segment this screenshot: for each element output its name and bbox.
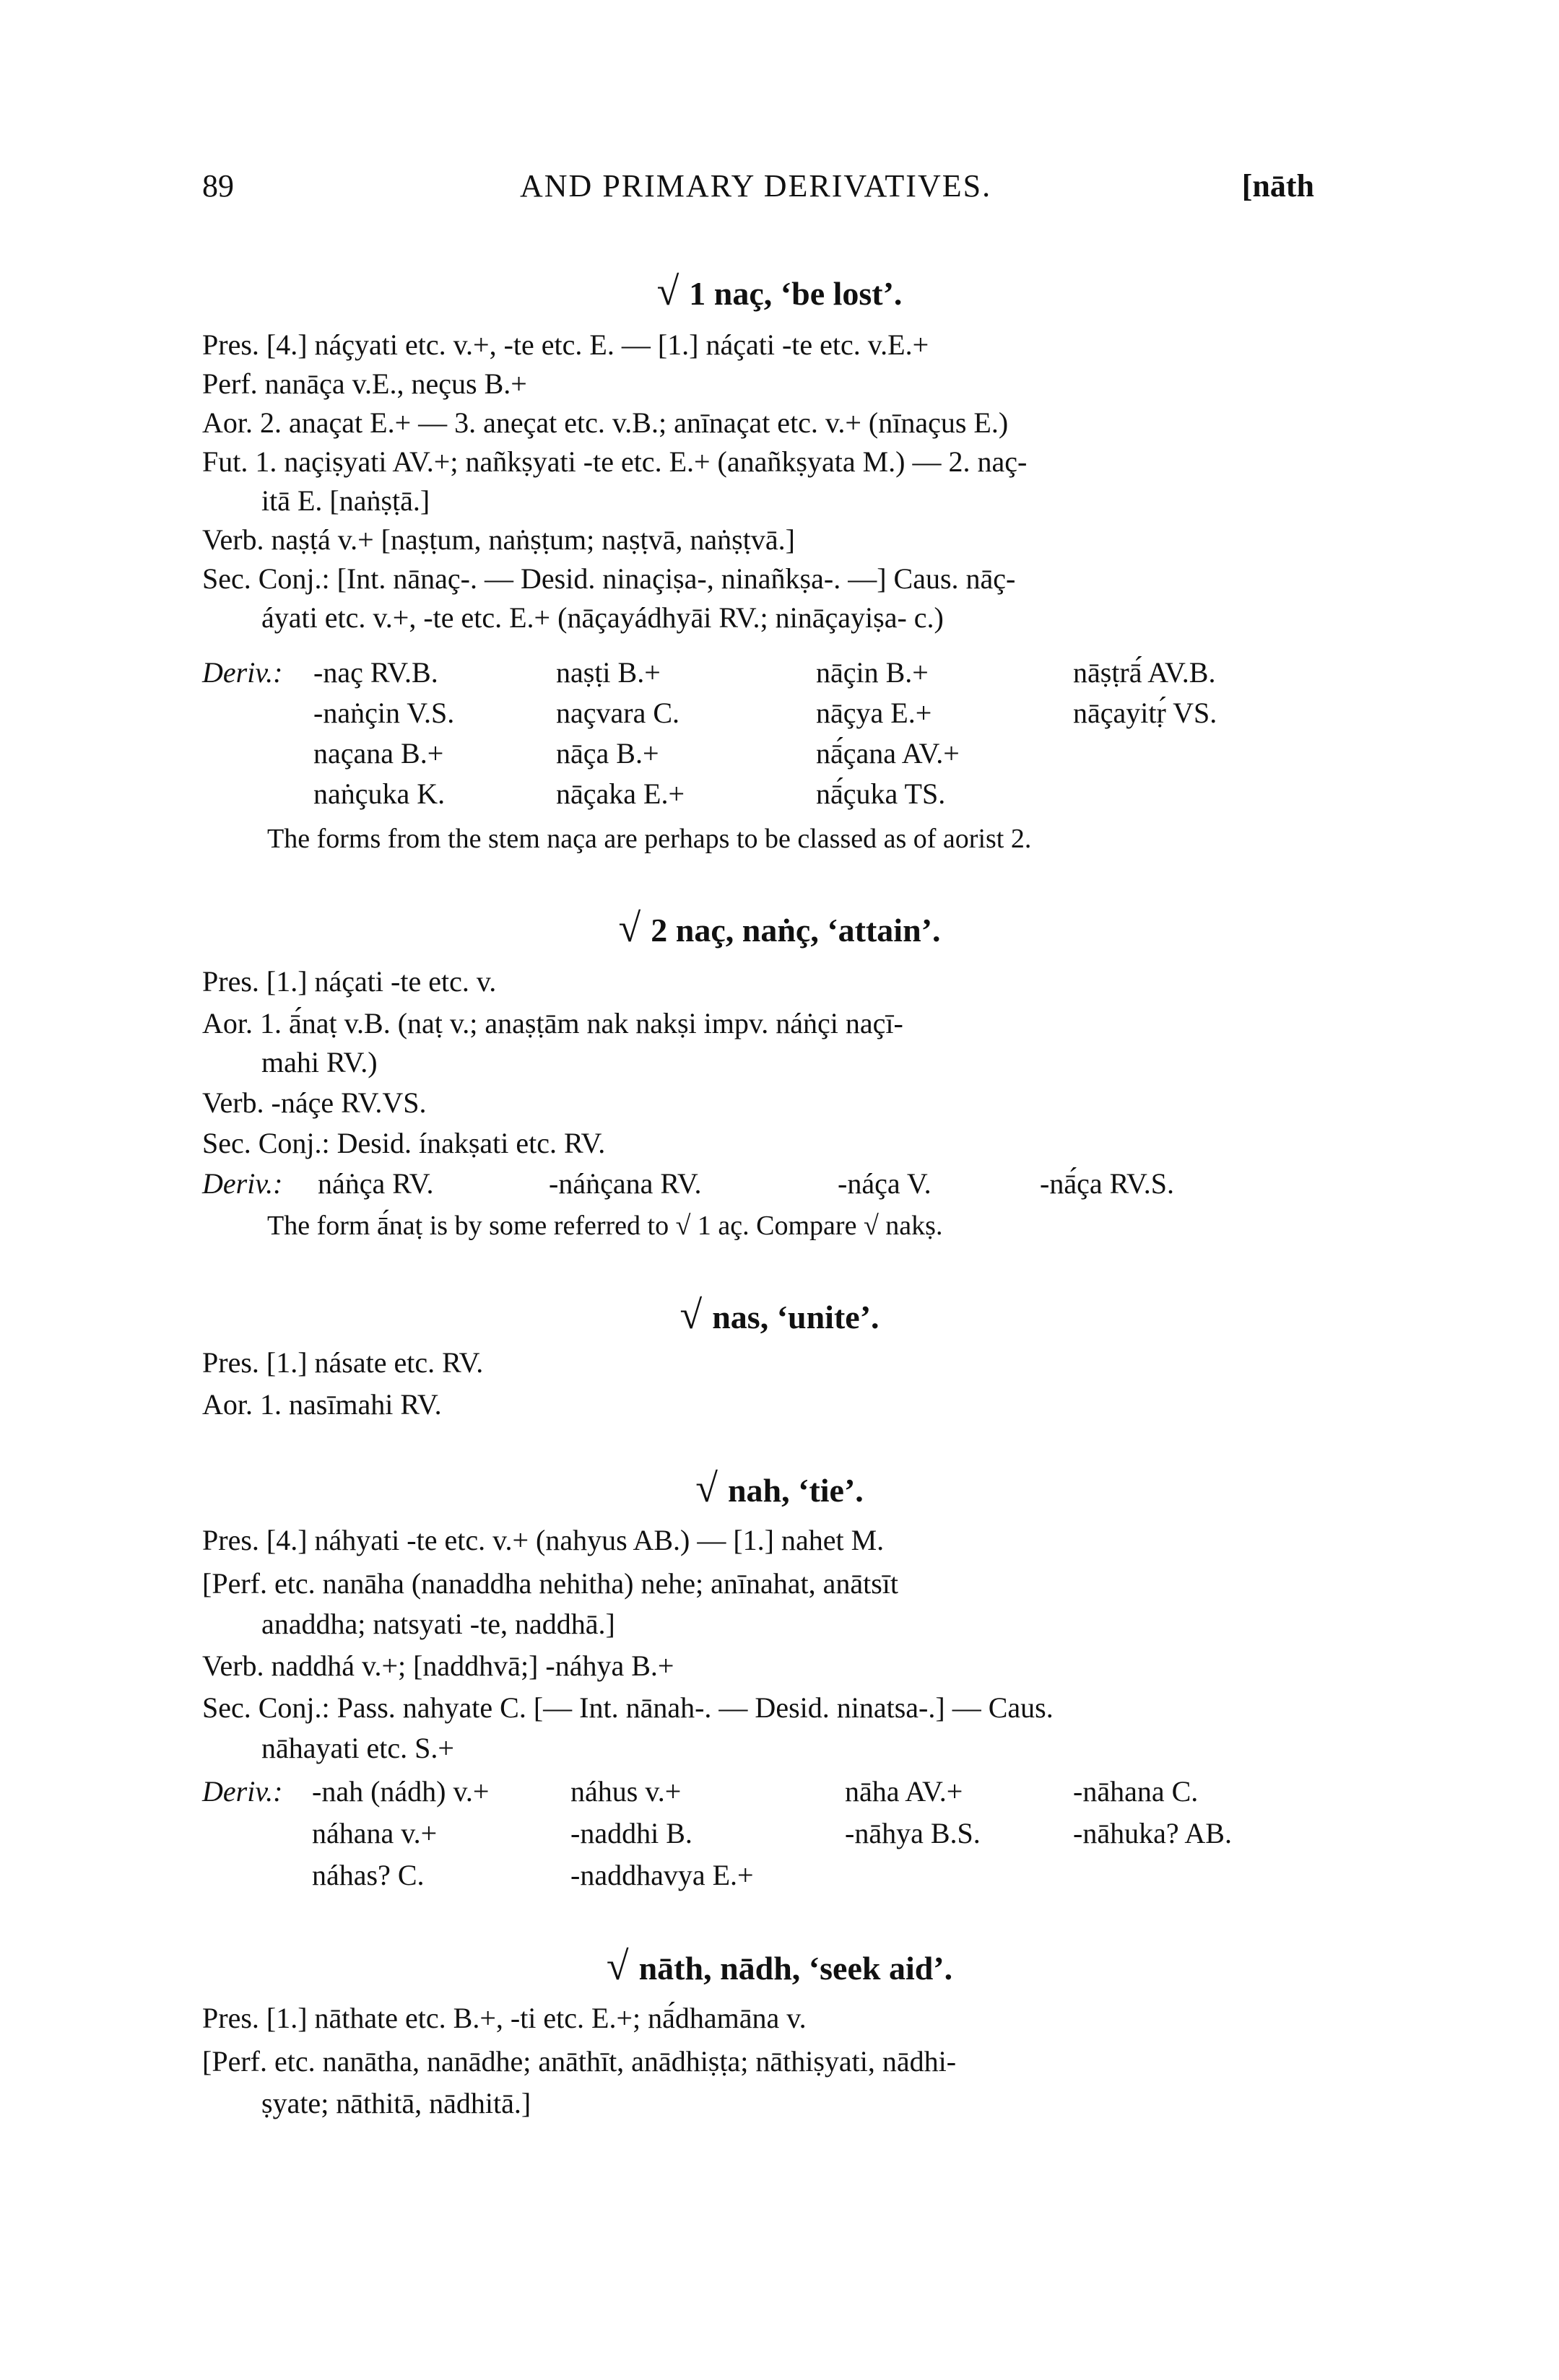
entry4-line-secconj-cont: nāhayati etc. S.+ — [261, 1732, 454, 1764]
entry4-deriv-cell: -naddhi B. — [570, 1817, 692, 1849]
entry1-line-perf: Perf. nanāça v.E., neçus B.+ — [202, 367, 527, 400]
entry3-line-pres: Pres. [1.] násate etc. RV. — [202, 1346, 484, 1379]
entry4-deriv-cell: -nāhana C. — [1073, 1775, 1199, 1808]
corner-headword: [nāth — [1241, 168, 1314, 204]
entry1-deriv-cell: nā́çana AV.+ — [816, 737, 960, 770]
entry1-line-secconj: Sec. Conj.: [Int. nānaç-. — Desid. ninaçiṣa-, ninañkṣa-. —] Caus. nāç- — [202, 562, 1016, 595]
entry4-deriv-cell: nāha AV.+ — [845, 1775, 963, 1808]
entry4-line-perf-cont: anaddha; natsyati -te, naddhā.] — [261, 1608, 615, 1640]
entry2-line-aor: Aor. 1. ā́naṭ v.B. (naṭ v.; anaṣṭām nak nakṣi impv. náṅçi naçī- — [202, 1007, 903, 1039]
entry4-deriv-cell: náhas? C. — [312, 1859, 425, 1891]
entry1-deriv-cell: nāça B.+ — [556, 737, 659, 770]
entry2-line-verb: Verb. -náçe RV.VS. — [202, 1086, 427, 1119]
entry1-deriv-label: Deriv.: — [202, 656, 283, 689]
entry4-deriv-cell: náhus v.+ — [570, 1775, 682, 1808]
entry3-line-aor: Aor. 1. nasīmahi RV. — [202, 1388, 442, 1421]
page-number: 89 — [202, 168, 234, 204]
entry1-deriv-cell: nāçin B.+ — [816, 656, 929, 689]
entry-title-nath: √ nāth, nādh, ‘seek aid’. — [606, 1944, 953, 1989]
entry4-line-verb: Verb. naddhá v.+; [naddhvā;] -náhya B.+ — [202, 1649, 674, 1682]
entry2-deriv-cell: náṅça RV. — [318, 1167, 434, 1200]
entry-title-1-nac: √ 1 naç, ‘be lost’. — [656, 269, 903, 314]
entry1-deriv-cell: nāçaka E.+ — [556, 777, 685, 810]
entry2-deriv-cell: -náṅçana RV. — [549, 1167, 702, 1200]
entry5-line-perf: [Perf. etc. nanātha, nanādhe; anāthīt, anādhiṣṭa; nāthiṣyati, nādhi- — [202, 2045, 957, 2078]
entry2-deriv-cell: -nā́ça RV.S. — [1040, 1167, 1175, 1200]
page-header — [202, 167, 1314, 211]
entry1-deriv-cell: naṣṭi B.+ — [556, 656, 661, 689]
entry1-deriv-cell: nāçayitṛ́ VS. — [1073, 697, 1217, 729]
entry1-deriv-cell: -naç RV.B. — [313, 656, 438, 689]
entry2-line-secconj: Sec. Conj.: Desid. ínakṣati etc. RV. — [202, 1127, 606, 1159]
entry2-line-aor-cont: mahi RV.) — [261, 1046, 378, 1078]
entry-title-nah: √ nah, ‘tie’. — [695, 1466, 864, 1511]
entry1-line-verb: Verb. naṣṭá v.+ [naṣṭum, naṅṣṭum; naṣṭvā, naṅṣṭvā.] — [202, 523, 795, 556]
entry4-line-pres: Pres. [4.] náhyati -te etc. v.+ (nahyus AB.) — [1.] nahet M. — [202, 1524, 885, 1556]
entry1-deriv-cell: nāṣṭrā́ AV.B. — [1073, 656, 1216, 689]
entry2-line-pres: Pres. [1.] náçati -te etc. v. — [202, 965, 497, 998]
entry1-deriv-cell: naçana B.+ — [313, 737, 444, 770]
entry1-line-pres: Pres. [4.] náçyati etc. v.+, -te etc. E. — [1.] náçati -te etc. v.E.+ — [202, 328, 929, 361]
entry4-line-secconj: Sec. Conj.: Pass. nahyate C. [— Int. nānah-. — Desid. ninatsa-.] — Caus. — [202, 1691, 1054, 1724]
entry2-note: The form ā́naṭ is by some referred to √ 1 aç. Compare √ nakṣ. — [267, 1211, 943, 1241]
entry4-deriv-cell: náhana v.+ — [312, 1817, 438, 1849]
entry1-line-secconj-cont: áyati etc. v.+, -te etc. E.+ (nāçayádhyāi RV.; nināçayiṣa- c.) — [261, 601, 944, 634]
entry-title-2-nac: √ 2 naç, naṅç, ‘attain’. — [618, 906, 941, 951]
entry1-line-fut-cont: itā E. [naṅṣṭā.] — [261, 484, 430, 517]
entry2-deriv-label: Deriv.: — [202, 1167, 283, 1200]
entry4-deriv-cell: -nāhuka? AB. — [1073, 1817, 1232, 1849]
entry5-line-pres: Pres. [1.] nāthate etc. B.+, -ti etc. E.+; nā́dhamāna v. — [202, 2002, 807, 2034]
entry1-deriv-cell: naṅçuka K. — [313, 777, 446, 810]
entry1-deriv-cell: naçvara C. — [556, 697, 680, 729]
entry4-line-perf: [Perf. etc. nanāha (nanaddha nehitha) nehe; anīnahat, anātsīt — [202, 1567, 899, 1600]
running-title: AND PRIMARY DERIVATIVES. — [520, 168, 992, 204]
entry1-deriv-cell: -naṅçin V.S. — [313, 697, 455, 729]
entry1-deriv-cell: nāçya E.+ — [816, 697, 932, 729]
entry5-line-perf-cont: ṣyate; nāthitā, nādhitā.] — [261, 2087, 531, 2119]
entry4-deriv-cell: -nah (nádh) v.+ — [312, 1775, 490, 1808]
entry4-deriv-cell: -naddhavya E.+ — [570, 1859, 754, 1891]
entry4-deriv-label: Deriv.: — [202, 1775, 283, 1808]
entry1-line-fut: Fut. 1. naçiṣyati AV.+; nañkṣyati -te etc. E.+ (anañkṣyata M.) — 2. naç- — [202, 445, 1028, 478]
entry1-note: The forms from the stem naça are perhaps to be classed as of aorist 2. — [267, 824, 1032, 854]
entry-title-nas: √ nas, ‘unite’. — [679, 1293, 880, 1338]
entry1-line-aor: Aor. 2. anaçat E.+ — 3. aneçat etc. v.B.; anīnaçat etc. v.+ (nīnaçus E.) — [202, 406, 1009, 439]
entry4-deriv-cell: -nāhya B.S. — [845, 1817, 981, 1849]
entry2-deriv-cell: -náça V. — [838, 1167, 932, 1200]
entry1-deriv-cell: nā́çuka TS. — [816, 777, 946, 810]
